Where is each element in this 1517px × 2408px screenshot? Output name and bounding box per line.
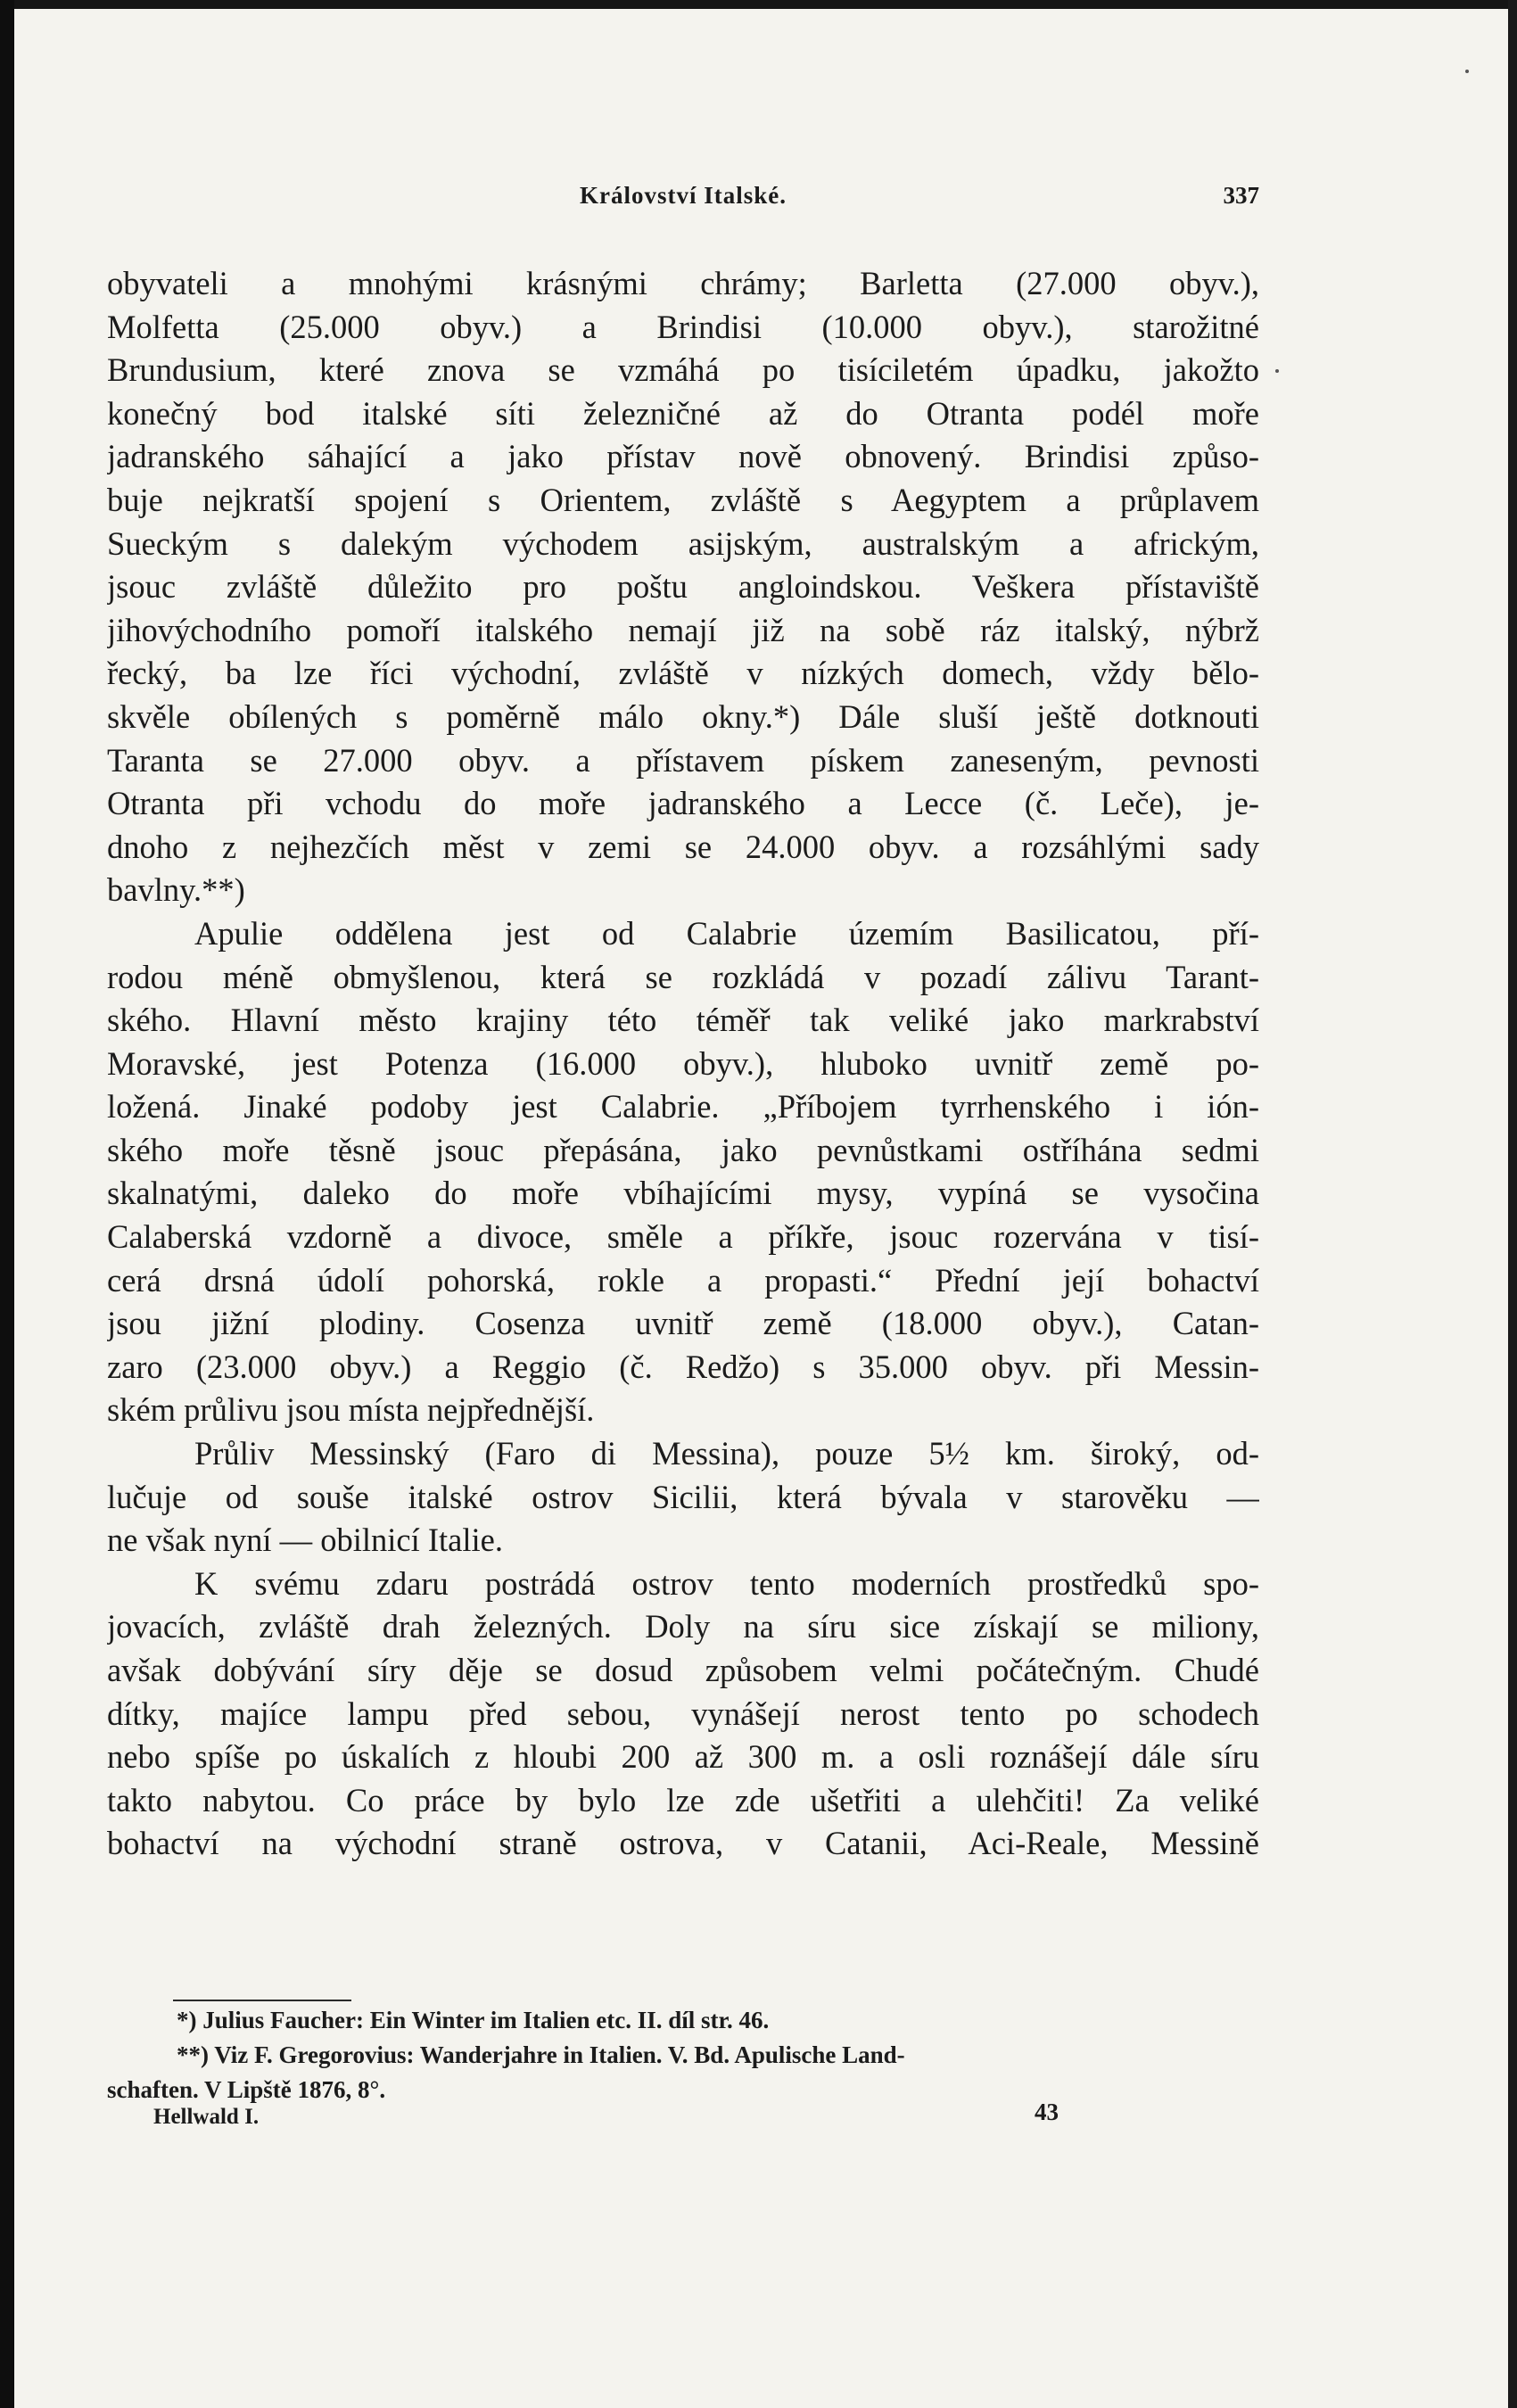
text-line: řecký, ba lze říci východní, zvláště v nízkých domech, vždy bělo-	[107, 655, 1259, 692]
text-line: jsou jižní plodiny. Cosenza uvnitř země (18.000 obyv.), Catan-	[107, 1305, 1259, 1342]
footnote-line: *) Julius Faucher: Ein Winter im Italien etc. II. díl str. 46.	[177, 2007, 770, 2033]
text-line: lučuje od souše italské ostrov Sicilii, která bývala v starověku —	[107, 1478, 1259, 1515]
signature-mark: Hellwald I.	[153, 2105, 260, 2129]
book-page	[107, 169, 1259, 2328]
text-line: avšak dobývání síry děje se dosud způsobem velmi počátečným. Chudé	[107, 1652, 1259, 1688]
text-line: ského moře těsně jsouc přepásána, jako pevnůstkami ostříhána sedmi	[107, 1131, 1259, 1168]
text-line: cerá drsná údolí pohorská, rokle a propasti.“ Přední její bohactví	[107, 1261, 1259, 1299]
text-line: jovacích, zvláště drah železných. Doly na síru sice získají se miliony,	[107, 1608, 1259, 1645]
text-line: Brundusium, které znova se vzmáhá po tisíciletém úpadku, jakožto	[107, 351, 1259, 389]
footnote-line: schaften. V Lipště 1876, 8°.	[107, 2076, 386, 2103]
text-line: bavlny.**)	[107, 871, 245, 909]
footnotes	[107, 2003, 1259, 2107]
dust-speck	[1465, 70, 1469, 73]
text-line: Molfetta (25.000 obyv.) a Brindisi (10.000 obyv.), starožitné	[107, 308, 1259, 345]
text-line: takto nabytou. Co práce by bylo lze zde ušetřiti a ulehčiti! Za veliké	[107, 1781, 1259, 1818]
footnote-rule	[173, 2000, 351, 2001]
text-line: Calaberská vzdorně a divoce, směle a příkře, jsouc rozervána v tisí-	[107, 1218, 1259, 1256]
scan-edge-top	[0, 0, 1517, 9]
text-line: jihovýchodního pomoří italského nemají již na sobě ráz italský, nýbrž	[107, 611, 1259, 648]
text-line: nebo spíše po úskalích z hloubi 200 až 300 m. a osli roznášejí dále síru	[107, 1738, 1259, 1776]
text-line: bohactví na východní straně ostrova, v Catanii, Aci-Reale, Messině	[107, 1825, 1259, 1862]
text-line: ského. Hlavní město krajiny této téměř tak veliké jako markrabství	[107, 1002, 1259, 1039]
text-line: dnoho z nejhezčích měst v zemi se 24.000 obyv. a rozsáhlými sady	[107, 828, 1259, 865]
running-head	[107, 182, 1259, 218]
text-line: zaro (23.000 obyv.) a Reggio (č. Redžo) s 35.000 obyv. při Messin-	[107, 1348, 1259, 1385]
text-line: Otranta při vchodu do moře jadranského a Lecce (č. Leče), je-	[107, 785, 1259, 822]
body-text	[107, 262, 1259, 1866]
text-line: ském průlivu jsou místa nejpřednější.	[107, 1391, 595, 1429]
text-line: Moravské, jest Potenza (16.000 obyv.), hluboko uvnitř země po-	[107, 1044, 1259, 1082]
text-line: Průliv Messinský (Faro di Messina), pouze 5½ km. široký, od-	[194, 1435, 1259, 1472]
footnote-line: **) Viz F. Gregorovius: Wanderjahre in Italien. V. Bd. Apulische Land-	[177, 2041, 905, 2068]
text-line: ložená. Jinaké podoby jest Calabrie. „Příbojem tyrrhenského i ión-	[107, 1088, 1259, 1126]
sheet-number: 43	[1035, 2099, 1059, 2125]
text-line: rodou méně obmyšlenou, která se rozkládá v pozadí zálivu Tarant-	[107, 958, 1259, 995]
scan-border-left	[0, 0, 14, 2408]
text-line: K svému zdaru postrádá ostrov tento moderních prostředků spo-	[194, 1564, 1259, 1602]
page-title: Království Italské.	[580, 182, 787, 209]
text-line: jsouc zvláště důležito pro poštu angloindskou. Veškera přístaviště	[107, 568, 1259, 606]
text-line: obyvateli a mnohými krásnými chrámy; Barletta (27.000 obyv.),	[107, 265, 1259, 301]
text-line: buje nejkratší spojení s Orientem, zvláště s Aegyptem a průplavem	[107, 481, 1259, 518]
text-line: skvěle obílených s poměrně málo okny.*) Dále sluší ještě dotknouti	[107, 697, 1259, 735]
text-line: dítky, majíce lampu před sebou, vynášejí nerost tento po schodech	[107, 1695, 1259, 1732]
page-number: 337	[1223, 182, 1259, 209]
text-line: skalnatými, daleko do moře vbíhajícími mysy, vypíná se vysočina	[107, 1175, 1259, 1212]
text-line: ne však nyní — obilnicí Italie.	[107, 1521, 503, 1559]
text-line: Taranta se 27.000 obyv. a přístavem pískem zaneseným, pevnosti	[107, 741, 1259, 779]
dust-speck	[1275, 369, 1279, 373]
text-line: jadranského sáhající a jako přístav nově obnovený. Brindisi způso-	[107, 438, 1259, 475]
text-line: Apulie oddělena jest od Calabrie územím Basilicatou, pří-	[194, 914, 1259, 952]
text-line: konečný bod italské síti železničné až do Otranta podél moře	[107, 394, 1259, 432]
scan-edge-right	[1508, 0, 1517, 2408]
text-line: Sueckým s dalekým východem asijským, australským a africkým,	[107, 524, 1259, 562]
